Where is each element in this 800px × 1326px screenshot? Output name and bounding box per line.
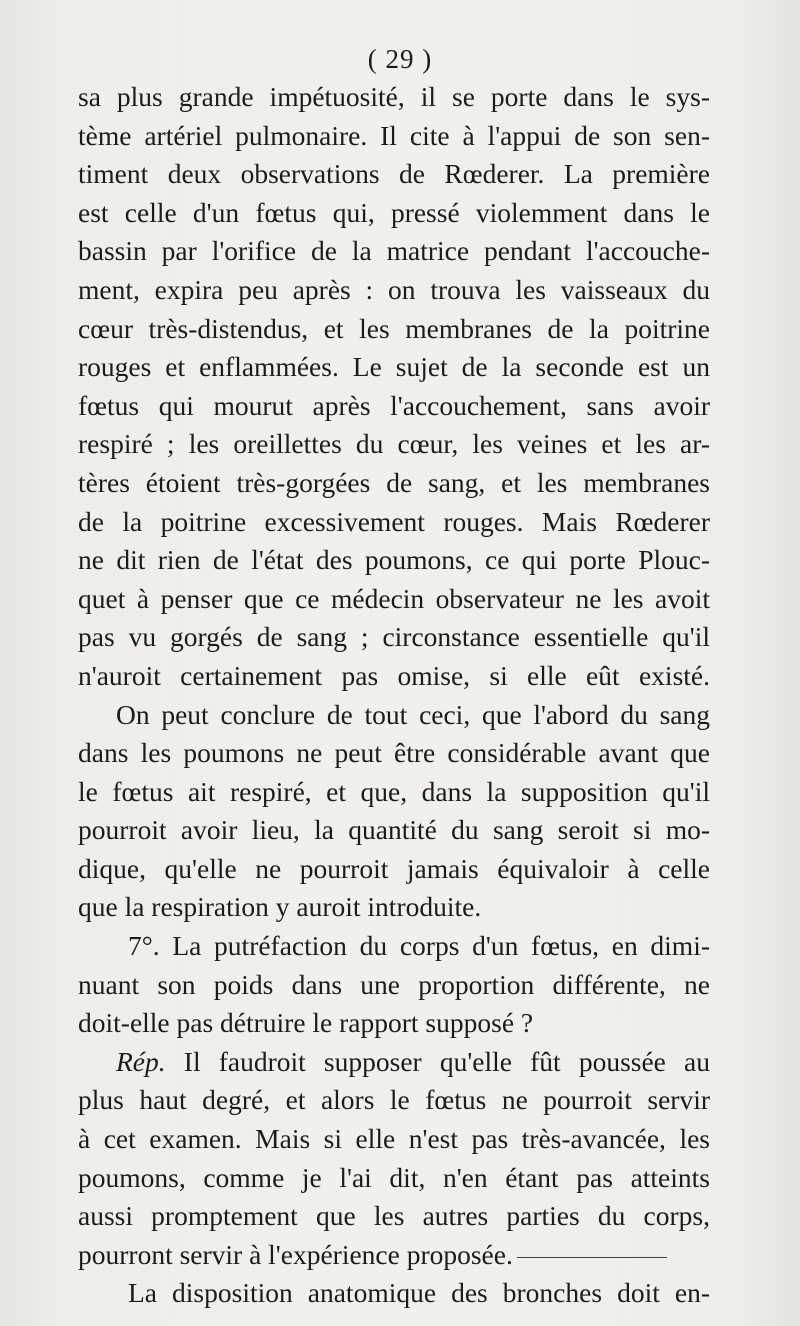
text-line: fœtus qui mourut après l'accouchement, sans avoir — [78, 389, 710, 421]
text-line: rouges et enflammées. Le sujet de la seconde est un — [78, 351, 710, 383]
text-line: Rép. Il faudroit supposer qu'elle fût poussée au — [116, 1045, 710, 1077]
text-line: pourront servir à l'expérience proposée. — [78, 1236, 710, 1275]
text-line: respiré ; les oreillettes du cœur, les veines et les ar- — [78, 428, 710, 460]
text-line: cœur très-distendus, et les membranes de la poitrine — [78, 312, 710, 344]
text-line: On peut conclure de tout ceci, que l'abord du sang — [116, 698, 710, 730]
text-line: ment, expira peu après : on trouva les vaisseaux du — [78, 273, 710, 305]
italic-lead: Rép. — [116, 1045, 166, 1077]
text-line: n'auroit certainement pas omise, si elle eût existé. — [78, 659, 710, 691]
text-line: tème artériel pulmonaire. Il cite à l'appui de son sen- — [78, 119, 710, 151]
text-line: que la respiration y auroit introduite. — [78, 891, 482, 923]
text-line: poumons, comme je l'ai dit, n'en étant pas atteints — [78, 1161, 710, 1193]
text-line: sa plus grande impétuosité, il se porte dans le sys- — [78, 81, 710, 112]
text-line: plus haut degré, et alors le fœtus ne pourroit servir — [78, 1084, 710, 1116]
text-line: le fœtus ait respiré, et que, dans la supposition qu'il — [78, 775, 710, 807]
text-line: nuant son poids dans une proportion différente, ne — [78, 968, 710, 1000]
text-line: aussi promptement que les autres parties du corps, — [78, 1200, 710, 1232]
page-number: ( 29 ) — [367, 44, 433, 74]
text-line: de la poitrine excessivement rouges. Mais Rœderer — [78, 505, 710, 537]
text-line: pourroit avoir lieu, la quantité du sang seroit si mo- — [78, 814, 710, 846]
horizontal-rule — [517, 1257, 667, 1258]
body-text — [78, 78, 710, 1313]
text-line: dique, qu'elle ne pourroit jamais équivaloir à celle — [78, 852, 710, 884]
text-line: doit-elle pas détruire le rapport supposé ? — [78, 1007, 534, 1039]
text-line: dans les poumons ne peut être considérable avant que — [78, 737, 710, 769]
text-line: 7°. La putréfaction du corps d'un fœtus, en dimi- — [128, 930, 710, 962]
text-line: à cet examen. Mais si elle n'est pas très-avancée, les — [78, 1123, 710, 1155]
text-line: est celle d'un fœtus qui, pressé violemment dans le — [78, 196, 710, 228]
text-line: bassin par l'orifice de la matrice pendant l'accouche- — [78, 235, 710, 267]
text-line: pas vu gorgés de sang ; circonstance essentielle qu'il — [78, 621, 710, 653]
text-line: timent deux observations de Rœderer. La première — [78, 158, 710, 190]
text-line: tères étoient très-gorgées de sang, et les membranes — [78, 466, 710, 498]
text-line: quet à penser que ce médecin observateur ne les avoit — [78, 582, 710, 614]
text-line: ne dit rien de l'état des poumons, ce qui porte Plouc- — [78, 544, 710, 576]
text-line: La disposition anatomique des bronches doit en- — [128, 1277, 710, 1309]
